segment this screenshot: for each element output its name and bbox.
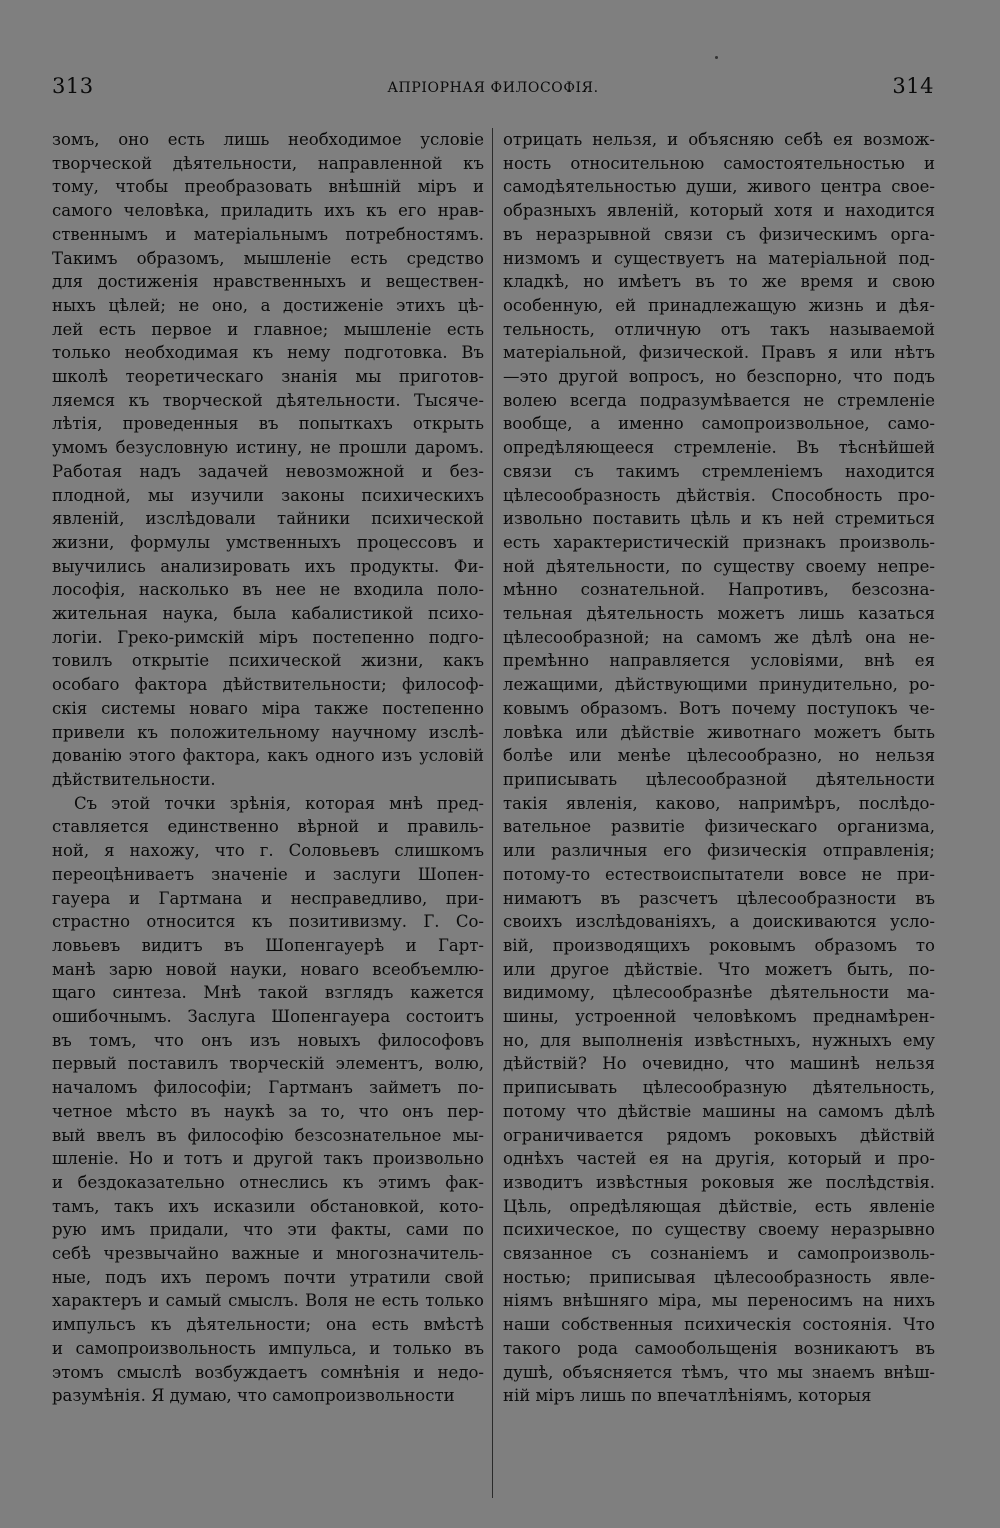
text-line: скія системы новаго міра также постепенно — [52, 698, 484, 718]
text-line: страстно относится къ позитивизму. Г. Со- — [52, 912, 484, 932]
text-line: особаго фактора дѣйствительности; философ- — [52, 675, 484, 695]
text-line: лежащими, дѣйствующими принудительно, ро- — [503, 675, 935, 695]
text-line: премѣнно направляется условіями, внѣ ея — [503, 651, 935, 671]
text-line: психическое, по существу своему неразрывно — [503, 1220, 935, 1240]
text-line: цѣлесообразность дѣйствія. Способность про- — [503, 485, 935, 505]
text-line: тамъ, такъ ихъ исказили обстановкой, кото- — [52, 1196, 484, 1216]
text-line: потому что дѣйствіе машины на самомъ дѣлѣ — [503, 1101, 935, 1121]
text-line: своихъ изслѣдованіяхъ, а доискиваются усло- — [503, 912, 935, 932]
text-line: волею всегда подразумѣвается не стремленіе — [503, 390, 935, 410]
page-number-right: 314 — [892, 74, 934, 98]
text-line: въ томъ, что онъ изъ новыхъ философовъ — [52, 1030, 484, 1050]
text-line: привели къ положительному научному изслѣ- — [52, 722, 484, 742]
text-line: однѣхъ частей ея на другія, который и про- — [503, 1149, 935, 1169]
page-number-left: 313 — [52, 74, 94, 98]
text-line: лей есть первое и главное; мышленіе есть — [52, 319, 484, 339]
text-line: выучились анализировать ихъ продукты. Фи- — [52, 556, 484, 576]
text-line: отрицать нельзя, и объясняю себѣ ея возмож- — [503, 130, 935, 149]
print-speck — [715, 56, 718, 59]
text-line: самого человѣка, приладить ихъ къ его нрав- — [52, 201, 484, 221]
text-line: дѣйствій? Но очевидно, что машинѣ нельзя — [503, 1054, 935, 1074]
text-line: образныхъ явленій, который хотя и находится — [503, 201, 935, 221]
text-line: наши собственныя психическія состоянія. Что — [503, 1315, 935, 1335]
text-line: школѣ теоретическаго знанія мы приготов- — [52, 367, 484, 387]
text-line: низмомъ и существуетъ на матеріальной под- — [503, 248, 935, 268]
text-line: мѣнно сознательной. Напротивъ, безсозна- — [503, 580, 935, 600]
text-line: жительная наука, была кабалистикой психо- — [52, 604, 484, 624]
text-line: ной дѣятельности, по существу своему непре- — [503, 556, 935, 576]
text-line: лософія, насколько въ нее не входила поло- — [52, 580, 484, 600]
text-line: тельная дѣятельность можетъ лишь казаться — [503, 604, 935, 624]
text-line: шленіе. Но и тотъ и другой такъ произвольно — [52, 1149, 484, 1169]
text-line: душѣ, объясняется тѣмъ, что мы знаемъ внѣш- — [503, 1362, 935, 1382]
text-line: разумѣнія. Я думаю, что самопроизвольности — [52, 1386, 455, 1406]
text-line: ніямъ внѣшняго міра, мы переносимъ на нихъ — [503, 1291, 935, 1311]
text-line: связи съ такимъ стремленіемъ находится — [503, 461, 935, 481]
text-line: приписывать цѣлесообразной дѣятельности — [503, 769, 935, 789]
text-line: но, для выполненія извѣстныхъ, нужныхъ ему — [503, 1030, 935, 1050]
text-line: четное мѣсто въ наукѣ за то, что онъ пер- — [52, 1101, 484, 1121]
text-line: ностью; приписывая цѣлесообразность явле- — [503, 1267, 935, 1287]
text-line: манѣ зарю новой науки, новаго всеобъемлю- — [52, 959, 484, 979]
text-line: болѣе или менѣе цѣлесообразно, но нельзя — [503, 746, 935, 766]
text-line: Цѣль, опредѣляющая дѣйствіе, есть явленіе — [503, 1196, 935, 1216]
text-line: —это другой вопросъ, но безспорно, что подъ — [503, 367, 935, 387]
text-line: вій, производящихъ роковымъ образомъ то — [503, 935, 935, 955]
text-line: ной, я нахожу, что г. Соловьевъ слишкомъ — [52, 841, 484, 861]
text-line: щаго синтеза. Мнѣ такой взглядъ кажется — [52, 983, 484, 1003]
text-line: ограничивается рядомъ роковыхъ дѣйствій — [503, 1125, 935, 1145]
text-line: переоцѣниваетъ значеніе и заслуги Шопен- — [52, 864, 484, 884]
text-line: вообще, а именно самопроизвольное, само- — [503, 414, 935, 434]
text-line: этомъ смыслѣ возбуждаетъ сомнѣнія и недо- — [52, 1362, 484, 1382]
text-line: ковымъ образомъ. Вотъ почему поступокъ че- — [503, 698, 935, 718]
text-line: видимому, цѣлесообразнѣе дѣятельности ма- — [503, 983, 935, 1003]
text-line: явленій, изслѣдовали тайники психической — [52, 509, 484, 529]
text-line: импульсъ къ дѣятельности; она есть вмѣстѣ — [52, 1315, 484, 1335]
text-line: ляемся къ творческой дѣятельности. Тысяче- — [52, 390, 484, 410]
text-line: дованію этого фактора, какъ одного изъ условій — [52, 746, 484, 766]
text-line: лѣтія, проведенныя въ попыткахъ открыть — [52, 414, 484, 434]
text-line: ныхъ цѣлей; не оно, а достиженіе этихъ цѣ- — [52, 295, 484, 315]
text-line: ность относительною самостоятельностью и — [503, 153, 935, 173]
text-line: потому-то естествоиспытатели вовсе не при- — [503, 864, 935, 884]
text-line: ошибочнымъ. Заслуга Шопенгауера состоитъ — [52, 1007, 484, 1027]
text-line: жизни, формулы умственныхъ процессовъ и — [52, 532, 484, 552]
text-line: извольно поставить цѣль и къ ней стремиться — [503, 509, 935, 529]
text-line: ловьевъ видитъ въ Шопенгауерѣ и Гарт- — [52, 935, 484, 955]
text-line: ставляется единственно вѣрной и правиль- — [52, 817, 484, 837]
text-line: Работая надъ задачей невозможной и без- — [52, 461, 484, 481]
text-line: рую имъ придали, что эти факты, сами по — [52, 1220, 484, 1240]
text-line: или другое дѣйствіе. Что можетъ быть, по- — [503, 959, 935, 979]
text-line: Съ этой точки зрѣнія, которая мнѣ пред- — [74, 793, 484, 813]
column-divider — [492, 128, 493, 1498]
text-line: ные, подъ ихъ перомъ почти утратили свой — [52, 1267, 484, 1287]
text-line: умомъ безусловную истину, не прошли даромъ. — [52, 438, 484, 458]
text-line: матеріальной, физической. Правъ я или нѣтъ — [503, 343, 935, 363]
text-line: первый поставилъ творческій элементъ, волю, — [52, 1054, 484, 1074]
text-line: есть характеристическій признакъ произволь- — [503, 532, 935, 552]
text-line: для достиженія нравственныхъ и веществен- — [52, 272, 484, 292]
right-column — [503, 128, 935, 1408]
text-line: логіи. Греко-римскій міръ постепенно подго- — [52, 627, 484, 647]
text-line: только необходимая къ нему подготовка. Въ — [52, 343, 484, 363]
text-line: вый ввелъ въ философію безсознательное мы- — [52, 1125, 484, 1145]
text-line: тельность, отличную отъ такъ называемой — [503, 319, 935, 339]
text-line: началомъ философіи; Гартманъ займетъ по- — [52, 1078, 484, 1098]
running-title: АПРІОРНАЯ ФИЛОСОФІЯ. — [387, 80, 599, 96]
text-line: шины, устроенной человѣкомъ преднамѣрен- — [503, 1007, 935, 1027]
text-line: вательное развитіе физическаго организма, — [503, 817, 935, 837]
text-line: и самопроизвольность импульса, и только въ — [52, 1338, 484, 1358]
left-column — [52, 128, 484, 1408]
text-line: такія явленія, каково, напримѣръ, послѣдо- — [503, 793, 935, 813]
text-line: самодѣятельностью души, живого центра свое- — [503, 177, 935, 197]
text-line: характеръ и самый смыслъ. Воля не есть только — [52, 1291, 484, 1311]
text-line: товилъ открытіе психической жизни, какъ — [52, 651, 484, 671]
text-line: ловѣка или дѣйствіе животнаго можетъ быть — [503, 722, 935, 742]
text-line: цѣлесообразной; на самомъ же дѣлѣ она не- — [503, 627, 935, 647]
text-line: плодной, мы изучили законы психическихъ — [52, 485, 484, 505]
text-line: себѣ чрезвычайно важные и многозначитель- — [52, 1244, 484, 1264]
page-header — [52, 74, 934, 104]
text-line: и бездоказательно отнеслись къ этимъ фак- — [52, 1172, 484, 1192]
text-line: ній міръ лишь по впечатлѣніямъ, которыя — [503, 1386, 872, 1406]
text-line: кладкѣ, но имѣетъ въ то же время и свою — [503, 272, 935, 292]
text-line: нимаютъ въ разсчетъ цѣлесообразности въ — [503, 888, 935, 908]
text-line: творческой дѣятельности, направленной къ — [52, 153, 484, 173]
text-line: дѣйствительности. — [52, 769, 216, 789]
text-line: тому, чтобы преобразовать внѣшній міръ и — [52, 177, 484, 197]
text-line: приписывать цѣлесообразную дѣятельность, — [503, 1078, 935, 1098]
text-line: зомъ, оно есть лишь необходимое условіе — [52, 130, 484, 149]
text-line: изводитъ извѣстныя роковыя же послѣдствія. — [503, 1172, 935, 1192]
text-line: связанное съ сознаніемъ и самопроизволь- — [503, 1244, 935, 1264]
text-line: Такимъ образомъ, мышленіе есть средство — [52, 248, 484, 268]
text-line: въ неразрывной связи съ физическимъ орга- — [503, 224, 935, 244]
text-line: ственнымъ и матеріальнымъ потребностямъ. — [52, 224, 484, 244]
text-line: опредѣляющееся стремленіе. Въ тѣснѣйшей — [503, 438, 935, 458]
text-line: гауера и Гартмана и несправедливо, при- — [52, 888, 484, 908]
text-line: особенную, ей принадлежащую жизнь и дѣя- — [503, 295, 935, 315]
text-line: такого рода самообольщенія возникаютъ въ — [503, 1338, 935, 1358]
text-line: или различныя его физическія отправленія; — [503, 841, 935, 861]
